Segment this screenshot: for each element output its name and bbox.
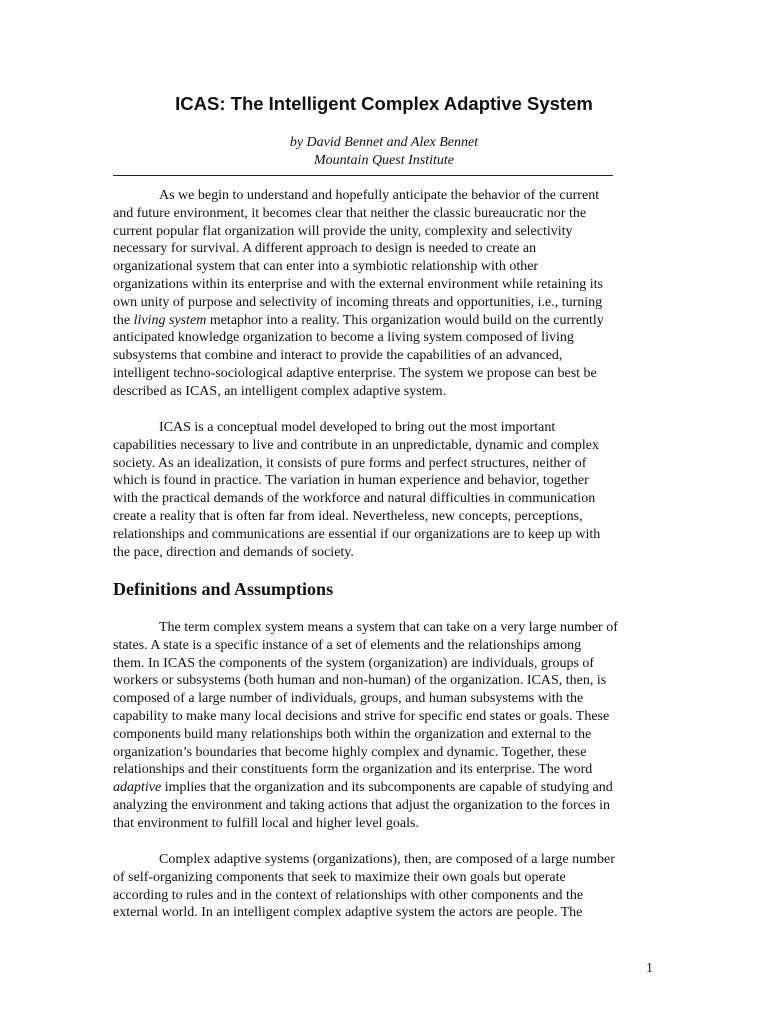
author-byline: by David Bennet and Alex Bennet (289, 135, 479, 150)
text-line: according to rules and in the context of relationships with other components and the (113, 887, 584, 903)
text-line: Complex adaptive systems (organizations), then, are composed of a large number (159, 852, 615, 867)
text-line: of self-organizing components that seek to maximize their own goals but operate (113, 869, 566, 885)
author-organization: Mountain Quest Institute (314, 153, 454, 168)
text-line (113, 312, 653, 330)
text-line: organization’s boundaries that become highly complex and dynamic. Together, these (113, 744, 587, 760)
text-line: states. A state is a specific instance of a set of elements and the relationships among (113, 637, 582, 653)
text-line: the pace, direction and demands of society. (113, 544, 354, 560)
italic-term-adaptive: adaptive (113, 780, 162, 796)
text-line: anticipated knowledge organization to become a living system composed of living (113, 330, 574, 346)
text-line: necessary for survival. A different approach to design is needed to create an (113, 241, 537, 257)
text-line: own unity of purpose and selectivity of incoming threats and opportunities, i.e., turning (113, 294, 603, 310)
text-line: society. As an idealization, it consists of pure forms and perfect structures, neither of (113, 455, 587, 471)
text-line: subsystems that combine and interact to provide the capabilities of an advanced, (113, 348, 563, 364)
text-line: with the practical demands of the workforce and natural difficulties in communication (113, 491, 596, 507)
text-line: composed of a large number of individuals, groups, and human subsystems with the (113, 691, 584, 707)
body-paragraph-3 (113, 619, 653, 833)
text-line: components build many relationships both within the organization and external to the (113, 726, 592, 742)
text-line: The term complex system means a system that can take on a very large number of (159, 620, 618, 635)
text-line: that environment to fulfill local and higher level goals. (113, 815, 419, 831)
text-line: which is found in practice. The variation in human experience and behavior, together (113, 473, 589, 489)
text-line: ICAS is a conceptual model developed to bring out the most important (159, 420, 556, 435)
header-divider (113, 175, 613, 176)
text-line: workers or subsystems (both human and non-human) of the organization. ICAS, then, is (113, 673, 607, 689)
text-line: and future environment, it becomes clear that neither the classic bureaucratic nor the (113, 205, 587, 221)
body-paragraph-1 (113, 187, 653, 401)
text-line: organizational system that can enter into a symbiotic relationship with other (113, 259, 539, 275)
text-line: described as ICAS, an intelligent complex adaptive system. (113, 383, 447, 399)
page-number: 1 (646, 961, 653, 976)
body-paragraph-4 (113, 851, 653, 922)
text-line: analyzing the environment and taking actions that adjust the organization to the forces in (113, 797, 610, 813)
text-run: the (113, 312, 134, 328)
text-run: metaphor into a reality. This organization would build on the currently (206, 312, 604, 328)
text-line: create a reality that is often far from ideal. Nevertheless, new concepts, perceptions, (113, 508, 583, 524)
text-line: organizations within its enterprise and with the external environment while retaining its (113, 276, 604, 292)
text-run: implies that the organization and its subcomponents are capable of studying and (161, 780, 613, 796)
body-paragraph-2 (113, 419, 653, 561)
text-line: external world. In an intelligent complex adaptive system the actors are people. The (113, 905, 583, 921)
text-line: intelligent techno-sociological adaptive enterprise. The system we propose can best be (113, 365, 597, 381)
italic-term-living-system: living system (133, 312, 207, 328)
text-line: them. In ICAS the components of the system (organization) are individuals, groups of (113, 655, 595, 671)
document-title: ICAS: The Intelligent Complex Adaptive System (175, 93, 593, 114)
text-line: current popular flat organization will provide the unity, complexity and selectivity (113, 223, 573, 239)
section-heading: Definitions and Assumptions (113, 579, 334, 599)
text-line (113, 779, 653, 797)
text-line: relationships and their constituents form the organization and its enterprise. The word (113, 762, 593, 778)
text-line: capability to make many local decisions and strive for specific end states or goals. These (113, 708, 610, 724)
text-line: As we begin to understand and hopefully anticipate the behavior of the current (159, 188, 600, 203)
text-line: capabilities necessary to live and contribute in an unpredictable, dynamic and complex (113, 437, 599, 453)
text-line: relationships and communications are essential if our organizations are to keep up with (113, 526, 601, 542)
